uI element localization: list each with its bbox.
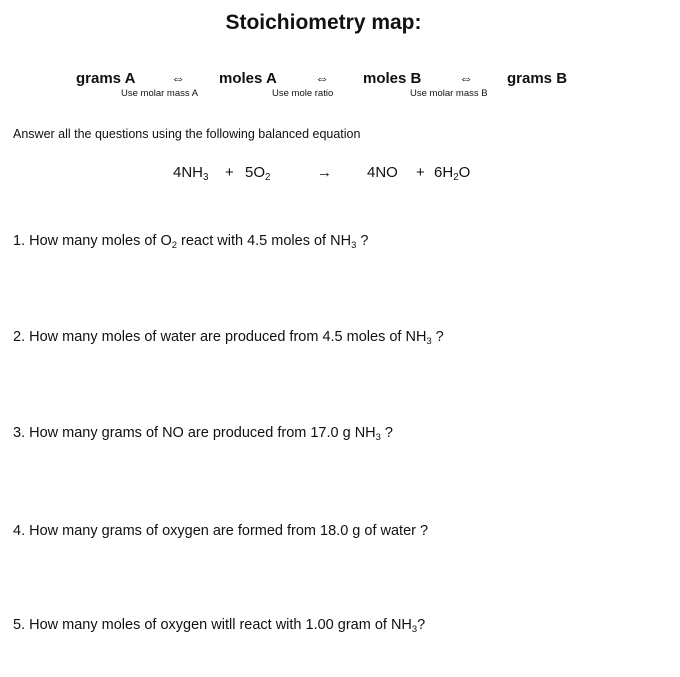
equation-reactant-nh3: $4NH_3$ [173, 164, 209, 183]
equation-product-no: 4NO [367, 164, 398, 181]
map-node-moles-b: moles B [363, 70, 422, 87]
question-2: 2. How many moles of water are produced from 4.5 moles of $NH_3$ ? [13, 329, 444, 346]
hint-mole-ratio: Use mole ratio [272, 88, 334, 99]
hint-molar-mass-a: Use molar mass A [121, 88, 199, 99]
hint-molar-mass-b: Use molar mass B [410, 88, 488, 99]
equation-reactant-o2: $5O_2$ [245, 164, 271, 183]
question-5: 5. How many moles of oxygen witll react with 1.00 gram of $NH_3$? [13, 617, 426, 634]
equation-product-h2o: $6H_2O$ [434, 164, 471, 183]
map-node-moles-a: moles A [219, 70, 277, 87]
question-4: 4. How many grams of oxygen are formed from 18.0 g of water ? [13, 523, 429, 539]
map-node-grams-a: grams A [76, 70, 136, 87]
question-1: 1. How many moles of $O_2$ react with 4.5 moles of $NH_3$ ? [13, 233, 369, 250]
question-3: 3. How many grams of NO are produced from 17.0 g $NH_3$ ? [13, 425, 393, 442]
equation-plus: + [416, 164, 425, 181]
double-arrow-icon: ⇔ [171, 70, 185, 86]
instructions: Answer all the questions using the following balanced equation [13, 127, 361, 141]
equation-plus: + [225, 164, 234, 181]
page-title: Stoichiometry map: [225, 11, 422, 34]
double-arrow-icon: ⇔ [315, 70, 329, 86]
reaction-arrow-icon: → [317, 164, 332, 181]
map-node-grams-b: grams B [507, 70, 568, 87]
double-arrow-icon: ⇔ [459, 70, 473, 86]
